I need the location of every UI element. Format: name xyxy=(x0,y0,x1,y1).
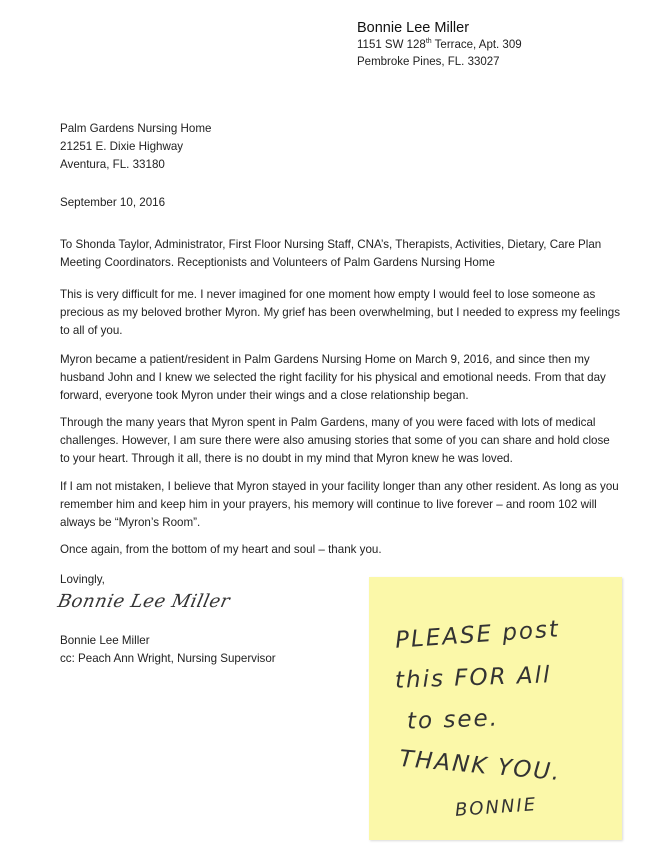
sticky-note xyxy=(369,577,622,840)
recipient-name: Palm Gardens Nursing Home xyxy=(60,122,212,135)
sender-city: Pembroke Pines, FL. 33027 xyxy=(357,56,500,68)
paragraph-3: Through the many years that Myron spent in Palm Gardens, many of you were faced with lots of medical challenges. However, I am sure there were also amusing stories that some of you can share and hold close to your heart. Through it all, there is no doubt in my mind that Myron knew he was loved. xyxy=(60,416,610,465)
typed-name-block xyxy=(60,632,276,668)
handwritten-signature: Bonnie Lee Miller xyxy=(55,591,233,612)
sender-address: 1151 SW 128th Terrace, Apt. 309 xyxy=(357,38,522,51)
letter-date: September 10, 2016 xyxy=(60,196,166,209)
recipient-block xyxy=(60,120,211,174)
cc-line: cc: Peach Ann Wright, Nursing Supervisor xyxy=(60,652,276,665)
sender-block xyxy=(357,20,522,71)
paragraph-2: Myron became a patient/resident in Palm Gardens Nursing Home on March 9, 2016, and since then my husband John and I knew we selected the right facility for his physical and emotional needs. From that day forward, everyone took Myron under their wings and a close relationship began. xyxy=(60,353,606,402)
sticky-line-5: BONNIE xyxy=(454,794,538,821)
recipient-city: Aventura, FL. 33180 xyxy=(60,158,165,171)
sticky-line-1: PLEASE post xyxy=(394,616,561,654)
sticky-line-4: THANK YOU. xyxy=(398,745,563,787)
paragraph-1: This is very difficult for me. I never imagined for one moment how empty I would feel to lose someone as precious as my beloved brother Myron. My grief has been overwhelming, but I needed to express my feelings to all of you. xyxy=(60,288,621,337)
sticky-line-2: this FOR All xyxy=(394,662,552,694)
recipient-street: 21251 E. Dixie Highway xyxy=(60,140,184,153)
typed-name: Bonnie Lee Miller xyxy=(60,634,150,647)
sticky-line-3: to see. xyxy=(406,705,500,735)
salutation: To Shonda Taylor, Administrator, First Floor Nursing Staff, CNA’s, Therapists, Activities, Dietary, Care Plan Meeting Coordinators. Receptionists and Volunteers of Palm Gardens Nursing Home xyxy=(60,238,602,269)
sender-name: Bonnie Lee Miller xyxy=(357,20,470,36)
closing: Lovingly, xyxy=(60,573,105,586)
paragraph-5: Once again, from the bottom of my heart and soul – thank you. xyxy=(60,543,382,556)
paragraph-4: If I am not mistaken, I believe that Myron stayed in your facility longer than any other resident. As long as you remember him and keep him in your prayers, his memory will continue to live forever – and room 102 will always be “Myron’s Room”. xyxy=(60,480,619,529)
